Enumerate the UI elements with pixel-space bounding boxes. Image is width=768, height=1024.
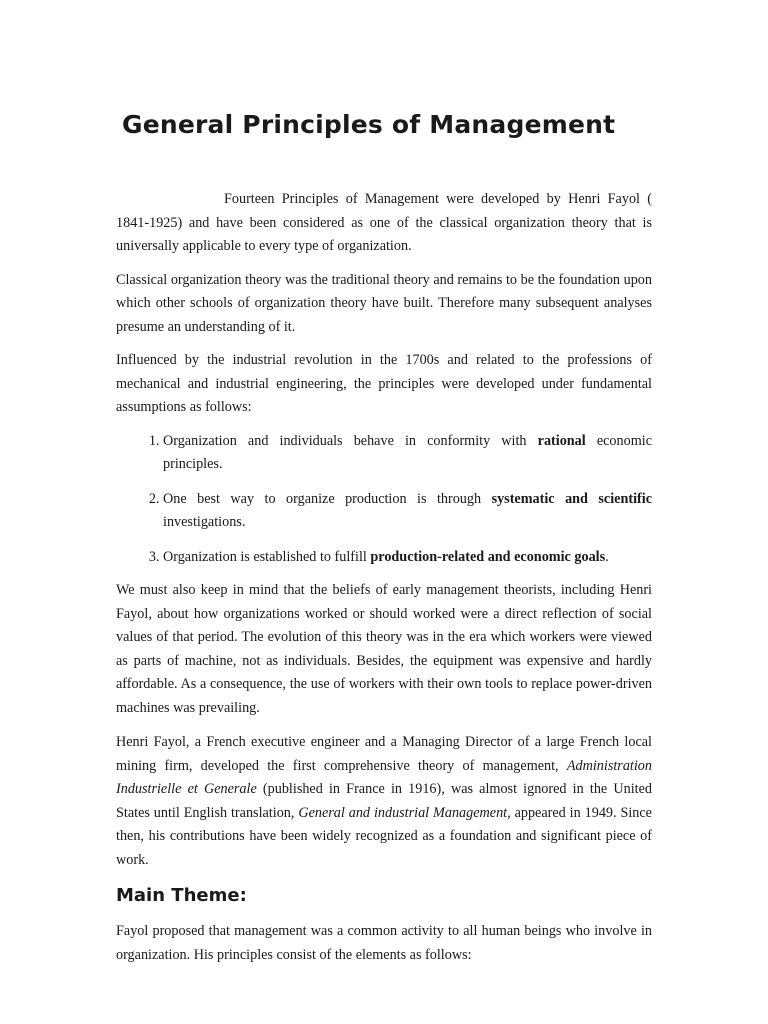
book-title-english: General and industrial Management [298, 804, 508, 821]
list-item-emphasis: rational [537, 432, 586, 449]
list-item-emphasis: production-related and economic goals [370, 548, 606, 565]
list-item-text: investigations. [163, 514, 246, 530]
document-title: General Principles of Management [122, 110, 616, 139]
paragraph-text: (published in France in 1916), was almost ignored in the United States until English translation, [116, 781, 652, 821]
paragraph-text: , appeared in 1949. Since then, his contributions have been widely recognized as a foundation and significant piece of work. [116, 804, 652, 868]
classical-theory-paragraph: Classical organization theory was the traditional theory and remains to be the foundation upon which other schools of organization theory have built. Therefore many subsequent analyses presume an understanding of it. [116, 271, 652, 335]
beliefs-paragraph: We must also keep in mind that the beliefs of early management theorists, including Henri Fayol, about how organizations worked or should worked were a direct reflection of social values of that period. The evolution of this theory was in the era which workers were viewed as parts of machine, not as individuals. Besides, the equipment was expensive and hardly affordable. As a consequence, the use of workers with their own tools to replace power-driven machines was prevailing. [116, 582, 652, 716]
list-item-emphasis: systematic and scientific [491, 490, 652, 507]
assumptions-list [116, 430, 652, 570]
list-item [163, 546, 652, 570]
list-item [163, 430, 652, 477]
list-item-text: . [605, 548, 609, 565]
main-theme-paragraph: Fayol proposed that management was a common activity to all human beings who involve in organization. His principles consist of the elements as follows: [116, 923, 652, 963]
intro-paragraph: Fourteen Principles of Management were developed by Henri Fayol ( 1841-1925) and have been considered as one of the classical organization theory that is universally applicable to every type of organization. [116, 191, 652, 254]
list-item-text: economic principles. [163, 432, 652, 472]
list-item-text: One best way to organize production is through [163, 490, 492, 507]
list-item [163, 488, 652, 535]
assumptions-intro-paragraph: Influenced by the industrial revolution in the 1700s and related to the professions of mechanical and industrial engineering, the principles were developed under fundamental assumptions as follows: [116, 352, 652, 415]
paragraph-text: Henri Fayol, a French executive engineer and a Managing Director of a large French local mining firm, developed the first comprehensive theory of management, [116, 734, 652, 774]
list-item-text: Organization and individuals behave in conformity with [163, 432, 538, 449]
section-heading: Main Theme: [116, 885, 247, 906]
book-title-french: Administration Industrielle et Generale [116, 757, 652, 797]
fayol-history-paragraph [116, 731, 652, 872]
list-item-text: Organization is established to fulfill [163, 548, 371, 565]
